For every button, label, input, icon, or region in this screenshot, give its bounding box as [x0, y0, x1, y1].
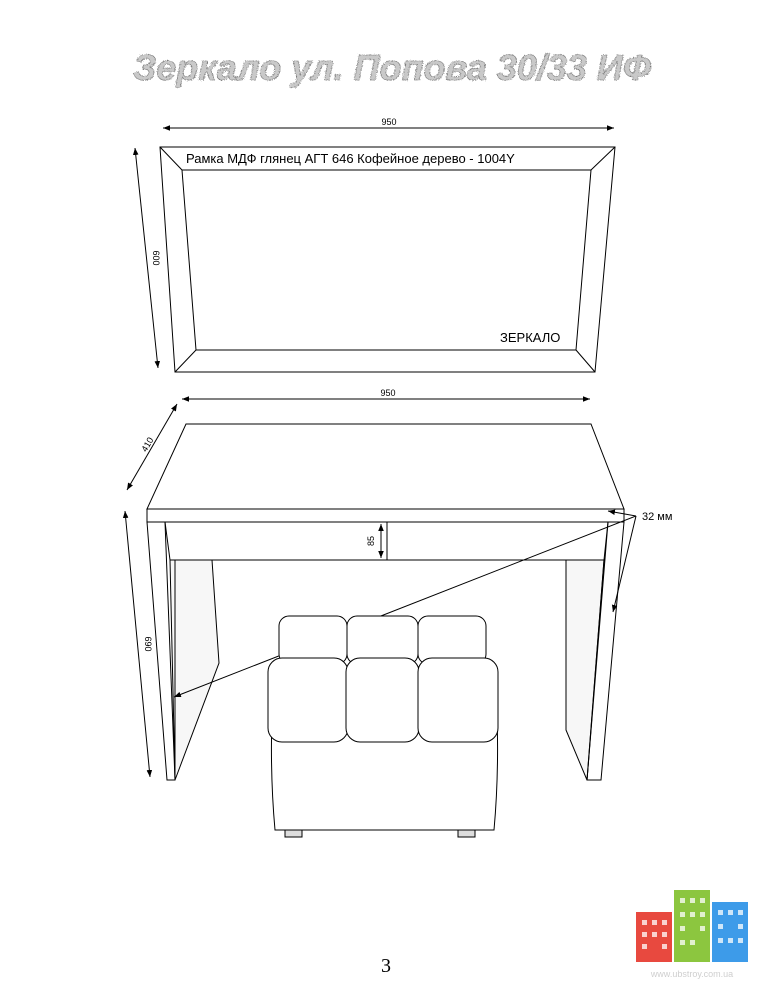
pouf-drawing: [268, 616, 498, 837]
thickness-note: 32 мм: [642, 511, 673, 523]
table-height-label: 690: [143, 636, 153, 652]
pouf-foot-right: [458, 830, 475, 837]
pouf-cushion-middle: [346, 658, 419, 742]
thickness-leader-2: [608, 511, 636, 516]
mirror-frame-note: Рамка МДФ глянец АГТ 646 Кофейное дерево - 1004Y: [186, 151, 515, 166]
mirror-label: ЗЕРКАЛО: [500, 330, 561, 345]
table-depth-dimension-line: [127, 404, 177, 490]
mirror-width-label: 950: [381, 117, 397, 127]
pouf-cushion-right: [418, 658, 498, 742]
thickness-leader-3: [613, 516, 636, 612]
pouf-foot-left: [285, 830, 302, 837]
watermark-text: www.ubstroy.com.ua: [650, 969, 734, 979]
pouf-cushion-left: [268, 658, 348, 742]
mirror-height-label: 600: [151, 250, 161, 266]
right-leg-inner: [566, 560, 604, 780]
header-title: Зеркало ул. Попова 30/33 ИФ: [133, 47, 651, 88]
table-depth-label: 410: [139, 435, 156, 454]
mirror-glass: [182, 170, 591, 350]
table-top-edge: [147, 509, 624, 522]
table-width-label: 950: [380, 388, 396, 398]
watermark-logo: [636, 890, 748, 979]
drawer-height-label: 85: [366, 535, 376, 547]
left-leg-inner: [170, 560, 219, 780]
page-number: 3: [381, 955, 391, 977]
table-top-surface: [147, 424, 624, 509]
